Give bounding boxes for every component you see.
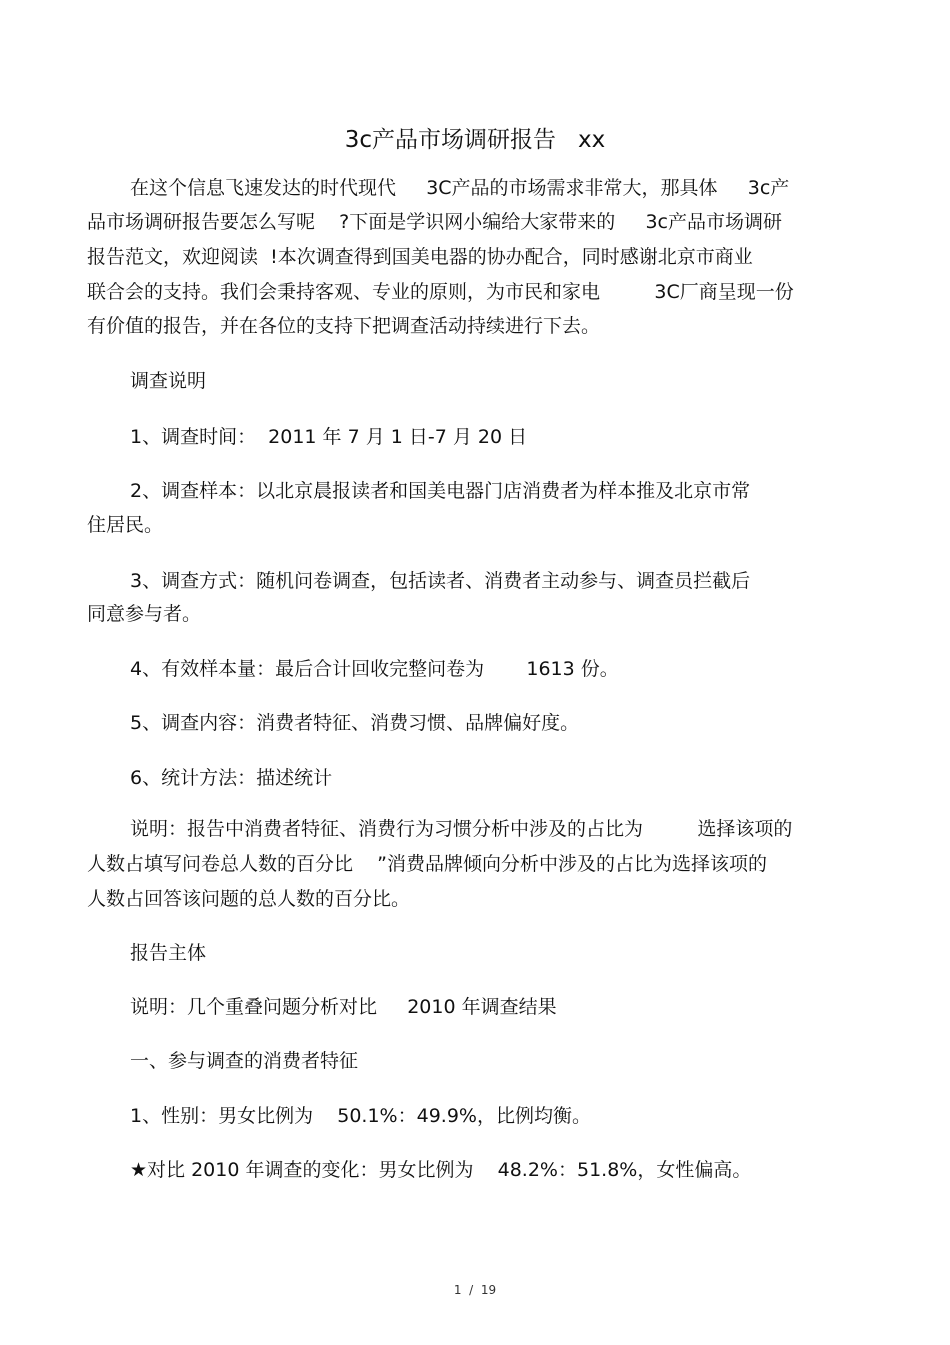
intro-line-2: 品市场调研报告要怎么写呢 ?下面是学识网小编给大家带来的 3c产品市场调研 (87, 211, 782, 233)
intro-line-4: 联合会的支持。我们会秉持客观、专业的原则，为市民和家电 3C厂商呈现一份 (87, 281, 794, 303)
survey-heading: 调查说明 (130, 370, 207, 392)
note-line-1: 说明：报告中消费者特征、消费行为习惯分析中涉及的占比为 选择该项的 (130, 818, 793, 840)
main-note: 说明：几个重叠问题分析对比 2010 年调查结果 (130, 996, 557, 1018)
document-title: 3c产品市场调研报告 xx (344, 127, 606, 153)
note-line-3: 人数占回答该问题的总人数的百分比。 (87, 888, 411, 910)
intro-line-5: 有价值的报告，并在各位的支持下把调查活动持续进行下去。 (87, 315, 601, 337)
survey-item-sample-line-2: 住居民。 (87, 514, 164, 536)
survey-item-sample-line-1: 2、调查样本：以北京晨报读者和国美电器门店消费者为样本推及北京市常 (130, 480, 751, 502)
note-line-2: 人数占填写问卷总人数的百分比 ”消费品牌倾向分析中涉及的占比为选择该项的 (87, 853, 768, 875)
survey-item-content: 5、调查内容：消费者特征、消费习惯、品牌偏好度。 (130, 712, 580, 734)
survey-item-method-line-1: 3、调查方式：随机问卷调查，包括读者、消费者主动参与、调查员拦截后 (130, 570, 751, 592)
section-heading: 一、参与调查的消费者特征 (130, 1050, 359, 1072)
survey-item-sample-size: 4、有效样本量：最后合计回收完整问卷为 1613 份。 (130, 658, 619, 680)
gender-ratio: 1、性别：男女比例为 50.1%：49.9%，比例均衡。 (130, 1105, 591, 1127)
survey-item-statistics: 6、统计方法：描述统计 (130, 767, 333, 789)
intro-line-1: 在这个信息飞速发达的时代现代 3C产品的市场需求非常大，那具体 3c产 (130, 177, 790, 199)
survey-item-method-line-2: 同意参与者。 (87, 603, 202, 625)
survey-item-time: 1、调查时间： 2011 年 7 月 1 日-7 月 20 日 (130, 426, 528, 448)
gender-comparison: ★对比 2010 年调查的变化：男女比例为 48.2%：51.8%，女性偏高。 (130, 1159, 752, 1181)
page-indicator: 1 / 19 (453, 1283, 497, 1297)
intro-line-3: 报告范文，欢迎阅读 !本次调查得到国美电器的协办配合，同时感谢北京市商业 (87, 246, 753, 268)
main-heading: 报告主体 (130, 942, 207, 964)
